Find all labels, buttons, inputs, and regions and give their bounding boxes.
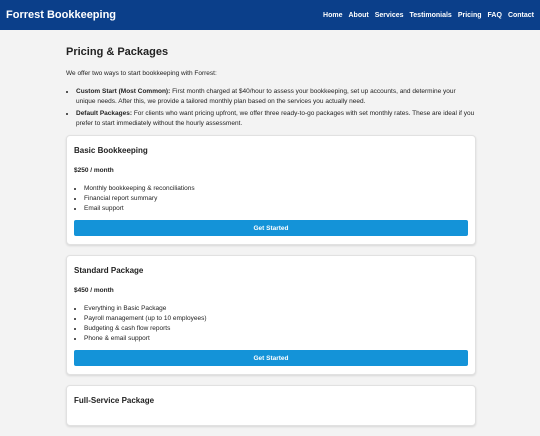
package-card-full-service <box>66 385 476 426</box>
nav-link-faq[interactable]: FAQ <box>487 11 502 19</box>
page-title: Pricing & Packages <box>66 46 169 58</box>
package-title: Basic Bookkeeping <box>74 146 148 155</box>
package-card-standard <box>66 255 476 375</box>
start-options-list <box>66 87 476 129</box>
nav-link-about[interactable]: About <box>348 11 369 19</box>
feature-item: • Phone & email support <box>84 334 468 344</box>
feature-item: • Payroll management (up to 10 employees) <box>84 314 468 324</box>
nav-menu <box>323 12 534 19</box>
feature-item: • Everything in Basic Package <box>84 304 468 314</box>
feature-item: • Monthly bookkeeping & reconciliations <box>84 184 468 194</box>
get-started-button[interactable]: Get Started <box>74 220 468 236</box>
feature-item: • Financial report summary <box>84 194 468 204</box>
nav-link-contact[interactable]: Contact <box>507 11 534 19</box>
package-price: $450 / month <box>74 287 114 294</box>
nav-link-services[interactable]: Services <box>374 11 404 19</box>
package-title: Full-Service Package <box>74 396 155 405</box>
intro-text: We offer two ways to start bookkeeping with Forrest: <box>66 70 217 77</box>
option-custom-start <box>76 87 476 107</box>
feature-item: • Budgeting & cash flow reports <box>84 324 468 334</box>
option-text: First month charged at $40/hour to assess your bookkeeping, set up accounts, and determine your unique needs. After this, we provide a tailored monthly plan based on the services you actually need. <box>76 88 456 105</box>
nav-link-testimonials[interactable]: Testimonials <box>409 11 452 19</box>
top-navbar <box>0 0 540 30</box>
get-started-button[interactable]: Get Started <box>74 350 468 366</box>
option-default-packages <box>76 109 476 129</box>
package-features <box>74 304 468 344</box>
nav-link-pricing[interactable]: Pricing <box>457 11 482 19</box>
nav-link-home[interactable]: Home <box>323 11 343 19</box>
package-features <box>74 184 468 214</box>
brand-logo[interactable]: Forrest Bookkeeping <box>6 9 117 21</box>
feature-item: • Email support <box>84 204 468 214</box>
option-label: Custom Start (Most Common): <box>76 88 171 95</box>
package-price: $250 / month <box>74 167 114 174</box>
main-content <box>66 34 476 436</box>
option-text: For clients who want pricing upfront, we offer three ready-to-go packages with set monthly rates. These are ideal if you prefer to start immediately without the hourly assessment. <box>76 110 475 127</box>
package-card-basic <box>66 135 476 245</box>
package-title: Standard Package <box>74 266 144 275</box>
option-label: Default Packages: <box>76 110 132 117</box>
